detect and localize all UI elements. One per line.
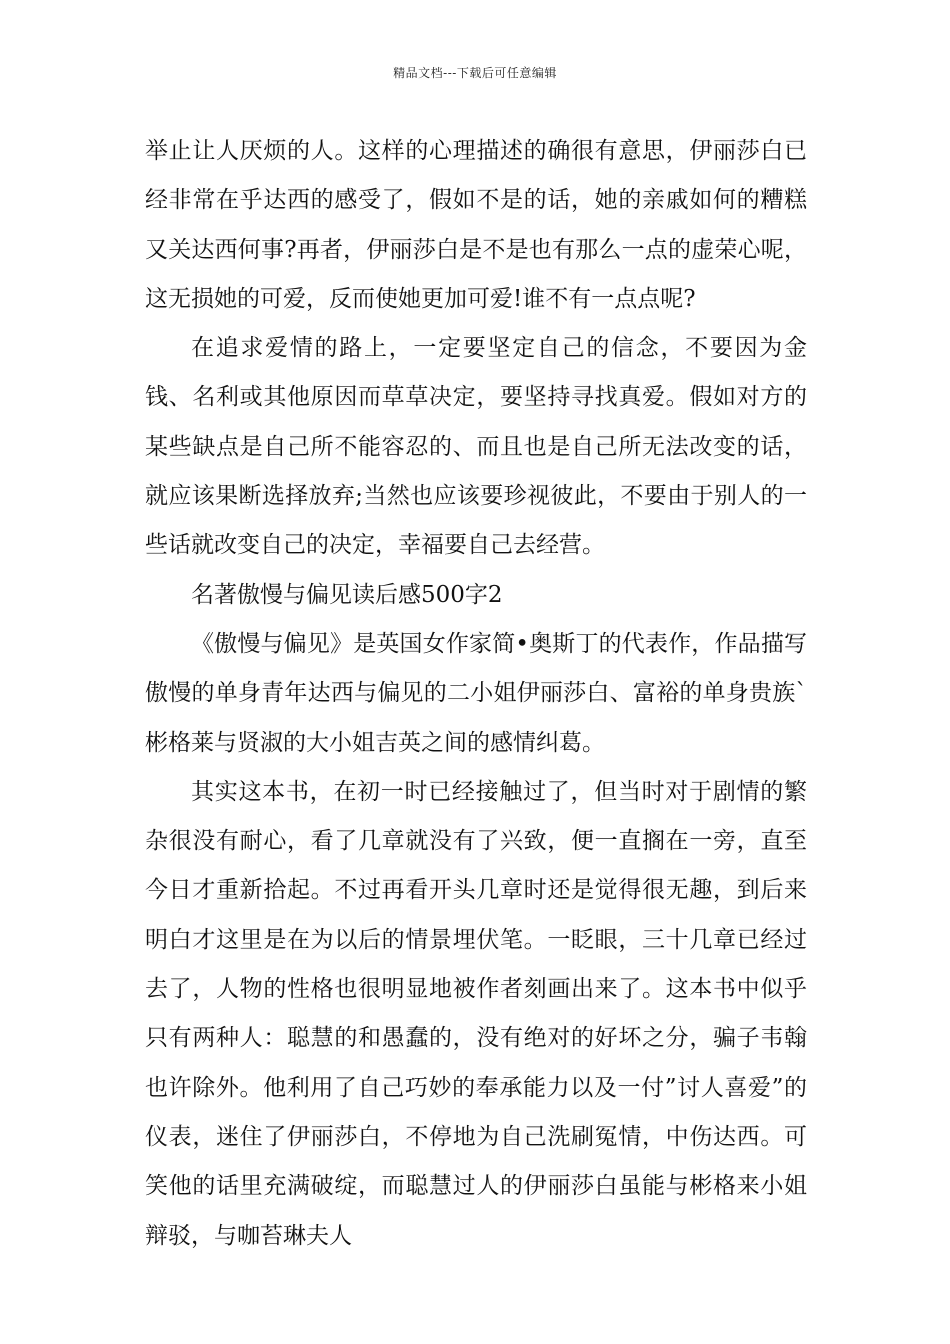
- paragraph-1: 举止让人厌烦的人。这样的心理描述的确很有意思，伊丽莎白已经非常在乎达西的感受了，假如不是的话，她的亲戚如何的糟糕又关达西何事?再者，伊丽莎白是不是也有那么一点的虚荣心呢，这无损她的可爱，反而使她更加可爱!谁不有一点点呢?: [145, 138, 807, 312]
- paragraph-2: 在追求爱情的路上，一定要坚定自己的信念，不要因为金钱、名利或其他原因而草草决定，要坚持寻找真爱。假如对方的某些缺点是自己所不能容忍的、而且也是自己所无法改变的话，就应该果断选择放弃;当然也应该要珍视彼此，不要由于别人的一些话就改变自己的决定，幸福要自己去经营。: [145, 335, 807, 559]
- document-body: [145, 127, 807, 1261]
- section-heading: 名著傲慢与偏见读后感500字2: [191, 581, 503, 608]
- paragraph-3: 《傲慢与偏见》是英国女作家简•奥斯丁的代表作，作品描写傲慢的单身青年达西与偏见的二小姐伊丽莎白、富裕的单身贵族`彬格莱与贤淑的大小姐吉英之间的感情纠葛。: [145, 630, 807, 756]
- paragraph-4: 其实这本书，在初一时已经接触过了，但当时对于剧情的繁杂很没有耐心，看了几章就没有了兴致，便一直搁在一旁，直至今日才重新拾起。不过再看开头几章时还是觉得很无趣，到后来明白才这里是在为以后的情景埋伏笔。一眨眼，三十几章已经过去了，人物的性格也很明显地被作者刻画出来了。这本书中似乎只有两种人：聪慧的和愚蠢的，没有绝对的好坏之分，骗子韦翰也许除外。他利用了自己巧妙的奉承能力以及一付”讨人喜爱”的仪表，迷住了伊丽莎白，不停地为自己洗刷冤情，中伤达西。可笑他的话里充满破绽，而聪慧过人的伊丽莎白虽能与彬格来小姐辩驳，与咖苔琳夫人: [145, 778, 807, 1249]
- page-header: 精品文档---下载后可任意编辑: [393, 66, 557, 80]
